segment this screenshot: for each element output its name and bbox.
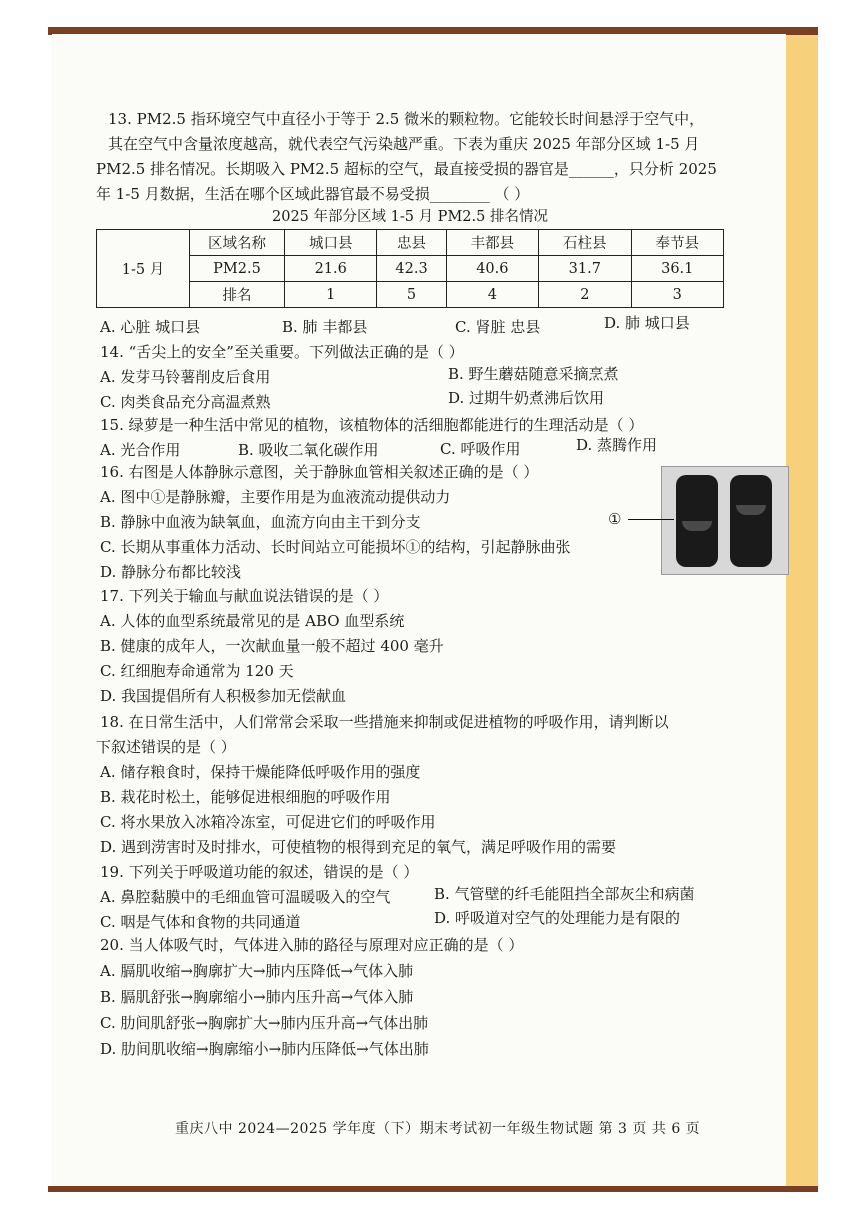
pm25-value-cell: 42.3 bbox=[377, 256, 446, 282]
q13-option-a: A. 心脏 城口县 bbox=[100, 318, 201, 336]
q20-option-c: C. 肋间肌舒张→胸廓扩大→肺内压升高→气体出肺 bbox=[100, 1014, 429, 1032]
pm25-value-cell: 40.6 bbox=[446, 256, 538, 282]
q14-option-d: D. 过期牛奶煮沸后饮用 bbox=[448, 389, 605, 407]
region-name-cell: 城口县 bbox=[285, 230, 377, 256]
period-cell: 1-5 月 bbox=[97, 230, 190, 308]
q20-option-a: A. 膈肌收缩→胸廓扩大→肺内压降低→气体入肺 bbox=[100, 962, 414, 980]
vein-figure bbox=[661, 466, 789, 575]
q18-option-d: D. 遇到涝害时及时排水，可使植物的根得到充足的氧气，满足呼吸作用的需要 bbox=[100, 838, 617, 856]
q19-option-a: A. 鼻腔黏膜中的毛细血管可温暖吸入的空气 bbox=[100, 888, 391, 906]
region-name-cell: 忠县 bbox=[377, 230, 446, 256]
table-caption: 2025 年部分区域 1-5 月 PM2.5 排名情况 bbox=[272, 209, 548, 225]
rank-value-cell: 1 bbox=[285, 282, 377, 308]
q15-stem: 15. 绿萝是一种生活中常见的植物，该植物体的活细胞都能进行的生理活动是（ ） bbox=[100, 416, 644, 434]
q14-option-a: A. 发芽马铃薯削皮后食用 bbox=[100, 368, 271, 386]
row-label-rank: 排名 bbox=[190, 282, 285, 308]
q14-option-b: B. 野生蘑菇随意采摘烹煮 bbox=[448, 365, 619, 383]
q15-option-d: D. 蒸腾作用 bbox=[576, 436, 658, 454]
q13-option-c: C. 肾脏 忠县 bbox=[455, 318, 541, 336]
q19-stem: 19. 下列关于呼吸道功能的叙述，错误的是（ ） bbox=[100, 863, 419, 881]
q17-stem: 17. 下列关于输血与献血说法错误的是（ ） bbox=[100, 587, 389, 605]
region-name-cell: 石柱县 bbox=[539, 230, 631, 256]
q14-option-c: C. 肉类食品充分高温煮熟 bbox=[100, 393, 271, 411]
region-name-cell: 奉节县 bbox=[631, 230, 723, 256]
q13-stem-line3: PM2.5 排名情况。长期吸入 PM2.5 超标的空气，最直接受损的器官是______，只分析 2025 bbox=[96, 160, 717, 178]
q20-option-d: D. 肋间肌收缩→胸廓缩小→肺内压降低→气体出肺 bbox=[100, 1040, 429, 1058]
vein-right-image bbox=[730, 475, 772, 567]
q18-option-a: A. 储存粮食时，保持干燥能降低呼吸作用的强度 bbox=[100, 763, 421, 781]
q20-stem: 20. 当人体吸气时，气体进入肺的路径与原理对应正确的是（ ） bbox=[100, 936, 524, 954]
q17-option-b: B. 健康的成年人，一次献血量一般不超过 400 毫升 bbox=[100, 637, 444, 655]
pm25-value-cell: 36.1 bbox=[631, 256, 723, 282]
vein-valve-mark bbox=[736, 505, 766, 515]
vein-left-image bbox=[676, 475, 718, 567]
region-name-cell: 丰都县 bbox=[446, 230, 538, 256]
rank-value-cell: 4 bbox=[446, 282, 538, 308]
pm25-table bbox=[96, 229, 724, 308]
q13-stem-line2: 其在空气中含量浓度越高，就代表空气污染越严重。下表为重庆 2025 年部分区域 1-5 月 bbox=[108, 135, 700, 153]
q17-option-d: D. 我国提倡所有人积极参加无偿献血 bbox=[100, 687, 347, 705]
q18-stem-line2: 下叙述错误的是（ ） bbox=[96, 738, 236, 756]
pm25-value-cell: 31.7 bbox=[539, 256, 631, 282]
q13-stem-line1: 13. PM2.5 指环境空气中直径小于等于 2.5 微米的颗粒物。它能较长时间悬浮于空气中， bbox=[108, 110, 705, 128]
pm25-value-cell: 21.6 bbox=[285, 256, 377, 282]
q16-stem: 16. 右图是人体静脉示意图，关于静脉血管相关叙述正确的是（ ） bbox=[100, 463, 539, 481]
rank-value-cell: 5 bbox=[377, 282, 446, 308]
q19-option-c: C. 咽是气体和食物的共同通道 bbox=[100, 913, 301, 931]
q17-option-a: A. 人体的血型系统最常见的是 ABO 血型系统 bbox=[100, 612, 405, 630]
q18-option-b: B. 栽花时松土，能够促进根细胞的呼吸作用 bbox=[100, 788, 391, 806]
q20-option-b: B. 膈肌舒张→胸廓缩小→肺内压升高→气体入肺 bbox=[100, 988, 414, 1006]
q19-option-d: D. 呼吸道对空气的处理能力是有限的 bbox=[434, 909, 681, 927]
q15-option-a: A. 光合作用 bbox=[100, 441, 181, 459]
page-footer: 重庆八中 2024—2025 学年度（下）期末考试初一年级生物试题 第 3 页 共 6 页 bbox=[175, 1121, 701, 1137]
figure-leader-line bbox=[628, 519, 674, 520]
vein-valve-mark bbox=[682, 521, 712, 531]
q13-option-d: D. 肺 城口县 bbox=[604, 314, 690, 332]
q13-stem-line4: 年 1-5 月数据，生活在哪个区域此器官最不易受损________ （ ） bbox=[96, 185, 530, 203]
q16-option-d: D. 静脉分布都比较浅 bbox=[100, 563, 242, 581]
rank-value-cell: 3 bbox=[631, 282, 723, 308]
q16-option-b: B. 静脉中血液为缺氧血，血流方向由主干到分支 bbox=[100, 513, 421, 531]
q19-option-b: B. 气管壁的纤毛能阻挡全部灰尘和病菌 bbox=[434, 885, 695, 903]
row-label-pm25: PM2.5 bbox=[190, 256, 285, 282]
q14-stem: 14. “舌尖上的安全”至关重要。下列做法正确的是（ ） bbox=[100, 343, 464, 361]
q16-option-a: A. 图中①是静脉瓣，主要作用是为血液流动提供动力 bbox=[100, 488, 451, 506]
row-label-region: 区域名称 bbox=[190, 230, 285, 256]
q18-stem-line1: 18. 在日常生活中，人们常常会采取一些措施来抑制或促进植物的呼吸作用，请判断以 bbox=[100, 713, 669, 731]
q15-option-c: C. 呼吸作用 bbox=[440, 440, 521, 458]
scan-bottom-border bbox=[48, 1186, 818, 1192]
figure-label-1: ① bbox=[608, 510, 622, 528]
q15-option-b: B. 吸收二氧化碳作用 bbox=[238, 441, 379, 459]
q17-option-c: C. 红细胞寿命通常为 120 天 bbox=[100, 662, 294, 680]
q16-option-c: C. 长期从事重体力活动、长时间站立可能损坏①的结构，引起静脉曲张 bbox=[100, 538, 571, 556]
rank-value-cell: 2 bbox=[539, 282, 631, 308]
scan-edge-strip bbox=[784, 30, 818, 1190]
q13-option-b: B. 肺 丰都县 bbox=[282, 318, 368, 336]
q18-option-c: C. 将水果放入冰箱冷冻室，可促进它们的呼吸作用 bbox=[100, 813, 436, 831]
